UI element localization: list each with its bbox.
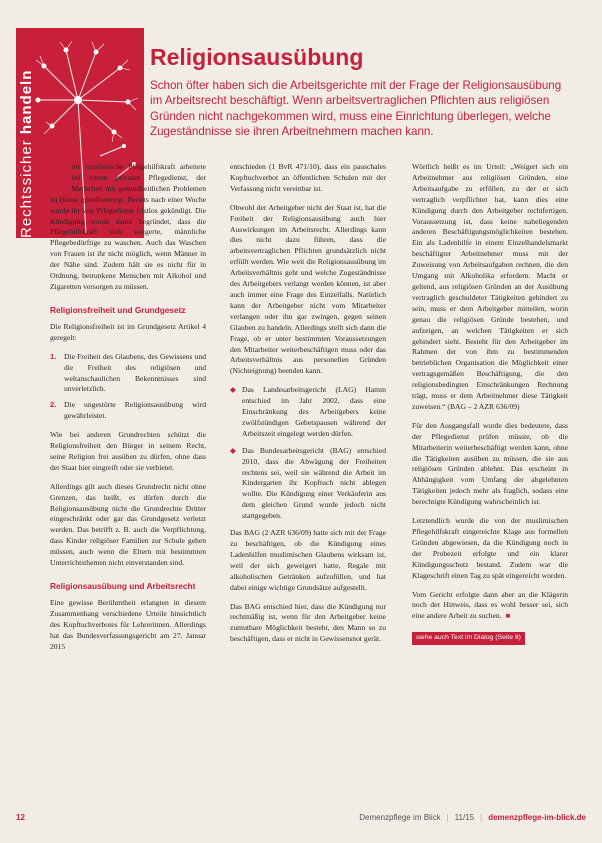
website-link[interactable]: demenzpflege-im-blick.de [488,813,586,822]
intro-text: ine muslimische Pflegehilfskraft arbeitete bei einem privaten Pflegedienst, der Menschen mit gesundheitlichen Problemen zu Hause grundversorgt. Bereits nach einer Woche wurde ihr von Pflegedienst fristlos gekündigt. Die Kündigung wurde damit begründet, dass die Pflegehilfskraft sich weigerte, männliche Pflegebedürftige zu waschen. Auch das Waschen von Frauen ist ihr nicht möglich, wenn Männer in der Nähe sind. Zudem hält sie es nicht für in Ordnung, betrunkene Menschen mit Alkohol und Zigaretten versorgen zu müssen. [50,162,206,291]
drop-cap: E [50,160,69,193]
page-number: 12 [16,813,25,822]
footer-divider: | [480,813,483,822]
paragraph: Die Religionsfreiheit ist im Grundgesetz Artikel 4 geregelt: [50,321,206,342]
list-text: Das Landesarbeitsgericht (LAG) Hamm entschied im Jahr 2002, dass eine Einschränkung des Arbeitgebers keine zwölfstündigen Gebetspausen während der Arbeitszeit eingelegt werden dürfen. [242,385,386,438]
bullet-list [230,385,386,522]
paragraph [412,590,568,623]
paragraph: Für den Ausgangsfall wurde dies bedeutete, dass der Pflegedienst prüfen müsste, ob die Mitarbeiterin weiterbeschäftigt werden kann, ohne die Tätigkeiten ausüben zu müssen, die sie aus religiösen Gründen ablehnt. Das erscheint in Abhängigkeit vom Umfang der abgelehnten Tätigkeiten jedoch mehr als fraglich, sodass eine berechtigte Kündigung wahrscheinlich ist. [412,420,568,507]
list-text: Das Bundesarbeitsgericht (BAG) entschied 2010, dass die Abwägung der Freiheiten rechtens sei, weil sie während die Arbeit im Kindergarten ihr Kopftuch nicht ablegen wollte. Die Kündigung einer Verkäuferin aus dem gleichen Grund wurde jedoch nicht stattgegeben. [242,445,386,521]
quote-paragraph: Wörtlich heißt es im Urteil: „Weigert sich ein Arbeitnehmer aus religiösen Gründen, eine Arbeitsaufgabe zu erfüllen, zu der er sich vertraglich verpflichtet hat, kann dies eine Kündigung durch den Arbeitgeber rechtfertigen. Voraussetzung ist, dass keine naheliegenden anderen Beschäftigungsmöglichkeiten bestehen. Ein als Ladenhilfe in einem Einzelhandelsmarkt beschäftigter Arbeitnehmer muss mit der Zuweisung von Arbeitsaufgaben rechnen, die den Umgang mit Alkoholika erfordern. Macht er geltend, aus religiösen Gründen an der Ausübung vertraglich geschuldeter Tätigkeiten gehindert zu sein, muss er dem Arbeitgeber mitteilen, worin genau die religiösen Gründe bestehen, und aufzeigen, an welchen Tätigkeiten er sich gehindert sieht. Besteht für den Arbeitgeber im Rahmen der von ihm zu bestimmenden betrieblichen Organisation die Möglichkeit einer vertragsgemäßen Beschäftigung, die den religionsbedingten Einschränkungen Rechnung trägt, muss er dem Arbeitnehmer diese Tätigkeit zuweisen.“ (BAG – 2 AZR 636/09) [412,162,568,411]
footer-divider: | [446,813,449,822]
article-title: Religionsausübung [150,44,364,70]
list-number: 2. [50,400,57,410]
end-of-article-icon: ■ [505,611,511,621]
paragraph: Obwohl der Arbeitgeber nicht der Staat ist, hat die Freiheit der Religionsausübung auch hier Auswirkungen im Arbeitsrecht. Allerdings kann dies nicht dazu führen, dass die arbeitsvertraglichen Pflichten grundsätzlich nicht erfüllt werden. Wie weit die Religionsausübung im Arbeitsverhältnis geht und welche Zugeständnisse des Arbeitgebers verlangt werden können, ist aber auch immer eine Frage des Einzelfalls. Natürlich kann der Arbeitgeber nicht vom Mitarbeiter verlangen oder ihn gar zwingen, gegen seinen Glauben zu handeln. Allerdings stellt sich dann die Frage, ob er unter bestimmten Voraussetzungen den Mitarbeiter weiterbeschäftigen muss oder das Arbeitsverhältnis aus personellen Gründen (Nichteignung) beenden kann. [230,202,386,376]
list-text: Die Freiheit des Glaubens, des Gewissens und die Freiheit des religiösen und weltanschaulichen Bekenntnisses sind unverletzlich. [64,351,206,394]
subheading: Religionsfreiheit und Grundgesetz [50,304,186,315]
page-footer [16,813,586,822]
list-item [50,400,206,422]
paragraph: entschieden (1 BvR 471/10), dass ein pauschales Kopftuchverbot an öffentlichen Schulen mit der Verfassung nicht vereinbar ist. [230,162,386,193]
journal-name: Demenzpflege im Blick [359,813,441,822]
paragraph: Allerdings gilt auch dieses Grundrecht nicht ohne Grenzen, das heißt, es dürfen durch die Religionsausübung nicht die Grundrechte Dritter eingeschränkt oder gar das Grundgesetz verletzt werden. Das betrifft z. B. auch die Verpflichtung, dass Kinder religiöser Familien zur Schule gehen müssen, auch wenn die Eltern mit bestimmten Unterrichtsthemen nicht einverstanden sind. [50,481,206,568]
closing-text: Vom Gericht erfolgte dann aber an die Klägerin noch der Hinweis, dass es wohl besser sei, sich eine andere Arbeit zu suchen. [412,589,568,621]
lead-paragraph: Schon öfter haben sich die Arbeitsgerichte mit der Frage der Religionsausübung im Arbeitsrecht beschäftigt. Wenn arbeitsvertraglichen Pflichten aus religiösen Gründen nicht nachgekommen wird, muss eine Einrichtung überlegen, welche Zugeständnisse sie ihren Arbeitnehmern machen kann. [150,79,562,139]
list-number: 1. [50,351,57,361]
subheading: Religionsausübung und Arbeitsrecht [50,581,196,591]
column-1 [50,162,206,661]
bullet-icon: ◆ [230,445,236,455]
list-text: Die ungestörte Religionsausübung wird gewährleistet. [64,400,206,421]
paragraph: Wie bei anderen Grundrechten schützt die Religionsfreiheit den Bürger in seinem Recht, seine Religion frei ausüben zu dürfen, ohne dass der Staat hier eingreift oder sie verbietet. [50,430,206,472]
column-2 [230,162,386,653]
column-3 [412,162,568,645]
paragraph: Eine gewisse Berühmtheit erlangten in diesem Zusammenhang verschiedene Urteile hinsichtlich des Kopftuchverbotes für Lehrerinnen. Allerdings hat das Bundesverfassungsgericht am 27. Januar 2015 [50,598,206,651]
paragraph: Das BAG (2 AZR 636/09) hatte sich mit der Frage zu beschäftigen, ob die Kündigung eines Ladenhilfen muslimischen Glaubens wirksam ist, weil der sich geweigert hatte, Regale mit alkoholischen Getränken aufzufüllen, und hat dabei einige wichtige Grundsätze aufgestellt. [230,528,386,592]
section-label-light: Rechtssicher [18,134,35,238]
paragraph: Das BAG entschied hier, dass die Kündigung nur rechtmäßig ist, wenn für den Arbeitgeber keine zumutbare Möglichkeit besteht, den Mann so zu beschäftigen, dass er nicht in Gewissensnot gerät. [230,601,386,644]
list-item [230,385,386,440]
section-label-bold: handeln [18,69,35,135]
issue-number: 11/15 [454,813,475,822]
paragraph: Letztendlich wurde die von der muslimischen Pflegehilfskraft eingereichte Klage aus formellen Gründen abgewiesen, da die Kündigung noch in der Probezeit erfolgte und ein klarer Kündigungsschutz bestand. Zudem war die Klageschrift einen Tag zu spät eingereicht worden. [412,516,568,580]
intro-paragraph [50,162,206,293]
bullet-icon: ◆ [230,385,236,395]
list-item [50,352,206,396]
list-item [230,446,386,522]
cross-reference-link[interactable]: siehe auch Text im Dialog (Seite 8) [412,632,525,645]
article-list [50,352,206,422]
